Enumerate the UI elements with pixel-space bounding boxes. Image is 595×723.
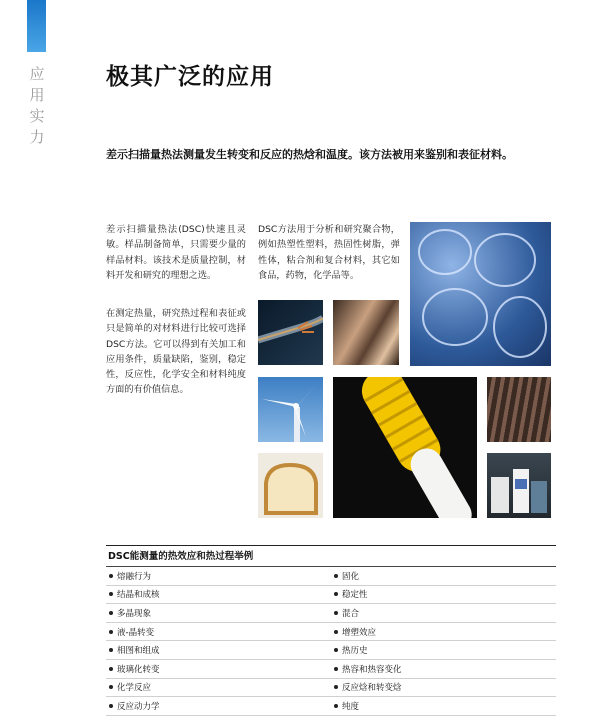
bullet-icon bbox=[334, 667, 338, 671]
tire-tread-image bbox=[487, 377, 551, 442]
table-row bbox=[106, 604, 556, 623]
table-row bbox=[106, 623, 556, 642]
list-item: 热容和热容变化 bbox=[342, 664, 402, 675]
bread-image bbox=[258, 453, 323, 518]
intro-paragraph-3: DSC方法用于分析和研究聚合物，例如热塑性塑料，热固性树脂，弹性体，粘合剂和复合材料，其它如食品，药物，化学品等。 bbox=[258, 224, 400, 281]
cable-image bbox=[258, 300, 323, 365]
bullet-icon bbox=[334, 611, 338, 615]
metal-foil-image bbox=[333, 300, 399, 365]
list-item: 稳定性 bbox=[342, 590, 368, 601]
wind-turbine-image bbox=[258, 377, 323, 442]
bullet-icon bbox=[109, 667, 113, 671]
list-item: 增塑效应 bbox=[342, 627, 377, 638]
bullet-icon bbox=[109, 630, 113, 634]
thermal-effects-table bbox=[106, 545, 556, 716]
list-item: 反应焓和转变焓 bbox=[342, 683, 402, 694]
list-item: 反应动力学 bbox=[117, 701, 160, 712]
table-row bbox=[106, 641, 556, 660]
list-item: 固化 bbox=[342, 571, 360, 582]
bullet-icon bbox=[109, 611, 113, 615]
bullet-icon bbox=[109, 685, 113, 689]
list-item: 相图和组成 bbox=[117, 646, 160, 657]
list-item: 化学反应 bbox=[117, 683, 152, 694]
bullet-icon bbox=[109, 704, 113, 708]
sidebar-accent-bar bbox=[27, 0, 46, 52]
table-row bbox=[106, 586, 556, 605]
intro-paragraph-1: 差示扫描量热法(DSC)快速且灵敏。样品制备简单，只需要少量的样品材料。该技术是质量控制，材料开发和研究的理想之选。 bbox=[106, 224, 246, 281]
table-title: DSC能测量的热效应和热过程举例 bbox=[106, 545, 556, 567]
page-title: 极其广泛的应用 bbox=[106, 64, 274, 90]
list-item: 结晶和成核 bbox=[117, 590, 160, 601]
yellow-tubing-image bbox=[333, 377, 477, 518]
bullet-icon bbox=[334, 574, 338, 578]
table-row bbox=[106, 679, 556, 698]
table-row bbox=[106, 567, 556, 586]
bullet-icon bbox=[109, 648, 113, 652]
list-item: 混合 bbox=[342, 608, 360, 619]
bullet-icon bbox=[109, 574, 113, 578]
bullet-icon bbox=[334, 685, 338, 689]
page-subtitle: 差示扫描量热法测量发生转变和反应的热焓和温度。该方法被用来鉴别和表征材料。 bbox=[106, 148, 513, 161]
table-row bbox=[106, 660, 556, 679]
crystal-image bbox=[410, 222, 551, 366]
list-item: 熔融行为 bbox=[117, 571, 152, 582]
table-row bbox=[106, 697, 556, 716]
sidebar-section-label: 应用实力 bbox=[29, 65, 45, 146]
list-item: 热历史 bbox=[342, 646, 368, 657]
chemical-bottles-image bbox=[487, 453, 551, 518]
list-item: 液-晶转变 bbox=[117, 627, 155, 638]
bullet-icon bbox=[334, 592, 338, 596]
bullet-icon bbox=[334, 704, 338, 708]
bullet-icon bbox=[109, 592, 113, 596]
list-item: 纯度 bbox=[342, 701, 360, 712]
list-item: 多晶现象 bbox=[117, 608, 152, 619]
bullet-icon bbox=[334, 630, 338, 634]
intro-paragraph-2: 在测定热量，研究热过程和表征或只是简单的对材料进行比较可选择DSC方法。它可以得到有关加工和应用条件，质量缺陷，鉴别，稳定性，反应性，化学安全和材料纯度方面的有价值信息。 bbox=[106, 308, 246, 396]
bullet-icon bbox=[334, 648, 338, 652]
list-item: 玻璃化转变 bbox=[117, 664, 160, 675]
